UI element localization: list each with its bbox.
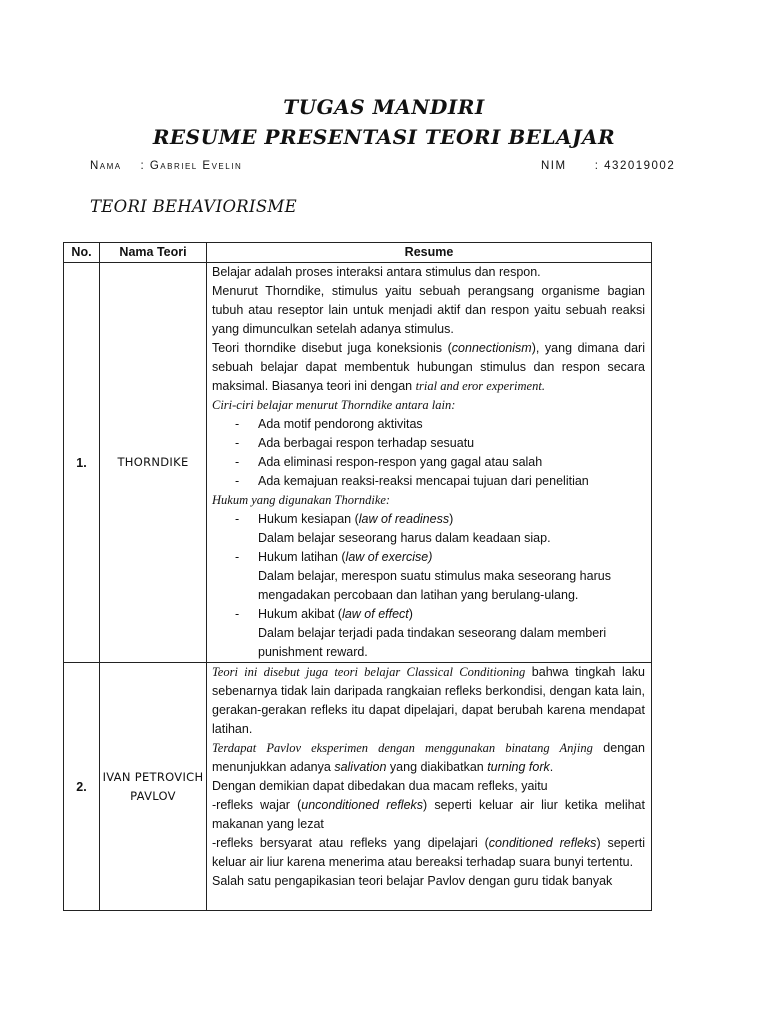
italic-term: law of effect: [342, 607, 409, 621]
list-item-text: [258, 605, 413, 624]
list-item-text: Ada eliminasi respon-respon yang gagal atau salah: [258, 455, 543, 469]
text-run: dengan menunjukkan adanya: [212, 741, 646, 774]
list-item-text: Ada motif pendorong aktivitas: [258, 417, 423, 431]
text-run: ) seperti keluar air liur karena menerima atau bereaksi terhadap suara bunyi tertentu.: [212, 836, 645, 869]
section-title: TEORI BEHAVIORISME: [90, 197, 297, 216]
row-number: 2.: [64, 663, 100, 911]
list-item: - Ada eliminasi respon-respon yang gagal atau salah: [212, 453, 645, 472]
nim-value: : 432019002: [594, 160, 676, 172]
handwritten-term: Terdapat Pavlov eksperimen dengan menggunakan binatang Anjing: [212, 741, 593, 755]
list-item: - Ada kemajuan reaksi-reaksi mencapai tujuan dari penelitian: [212, 472, 645, 491]
resume-cell: [207, 263, 652, 663]
header-nama-teori: Nama Teori: [100, 243, 207, 263]
text-run: ), yang dimana dari sebuah belajar dapat membentuk hubungan stimulus dan respon secara maksimal. Biasanya teori ini dengan: [212, 341, 645, 393]
name-value: : Gabriel Evelin: [140, 160, 243, 172]
list-item-description: Dalam belajar seseorang harus dalam keadaan siap.: [258, 531, 551, 545]
list-item-description: Dalam belajar, merespon suatu stimulus maka seseorang harus mengadakan percobaan dan latihan yang berulang-ulang.: [258, 569, 611, 602]
text-run: yang diakibatkan: [386, 760, 488, 774]
name-label: Nama: [90, 160, 122, 172]
theory-name: IVAN PETROVICH PAVLOV: [100, 663, 207, 911]
italic-term: conditioned refleks: [488, 836, 597, 850]
italic-term: unconditioned refleks: [301, 798, 424, 812]
list-item: - Hukum kesiapan (law of readiness): [212, 510, 645, 529]
list-item: - Ada motif pendorong aktivitas: [212, 415, 645, 434]
text-run: Hukum latihan (: [258, 550, 346, 564]
text-run: ): [408, 607, 413, 621]
theory-name: THORNDIKE: [100, 263, 207, 663]
list-item-text: [258, 548, 432, 567]
paragraph: Dengan demikian dapat dibedakan dua macam refleks, yaitu: [212, 779, 548, 793]
text-run: -refleks bersyarat atau refleks yang dipelajari (: [212, 836, 489, 850]
paragraph: [212, 339, 645, 396]
table-row: [64, 663, 652, 911]
resume-cell: [207, 663, 652, 911]
list-item: - Hukum latihan (law of exercise): [212, 548, 645, 567]
text-run: .: [549, 760, 554, 774]
list-item-text: Ada berbagai respon terhadap sesuatu: [258, 436, 475, 450]
document-title: TUGAS MANDIRI: [283, 95, 485, 119]
row-number: 1.: [64, 263, 100, 663]
list-item-description: Dalam belajar terjadi pada tindakan seseorang dalam memberi punishment reward.: [258, 626, 607, 659]
header-no: No.: [64, 243, 100, 263]
paragraph: [212, 739, 645, 777]
nim-label: NIM: [541, 160, 567, 172]
ciri-heading: Ciri-ciri belajar menurut Thorndike antara lain:: [212, 398, 456, 412]
header-resume: Resume: [207, 243, 652, 263]
list-item: - Hukum akibat (law of effect): [212, 605, 645, 624]
handwritten-term: Teori ini disebut juga teori belajar Classical Conditioning: [212, 665, 526, 679]
italic-term: turning fork: [487, 760, 550, 774]
hukum-heading: Hukum yang digunakan Thorndike:: [212, 493, 391, 507]
paragraph: Menurut Thorndike, stimulus yaitu sebuah perangsang organisme bagian tubuh atau reseptor lain untuk menjadi aktif dan respon yaitu sebuah reaksi yang dimunculkan setelah adanya stimulus.: [212, 284, 645, 336]
paragraph: Belajar adalah proses interaksi antara stimulus dan respon.: [212, 265, 541, 279]
list-item-text: [258, 510, 453, 529]
paragraph: [212, 834, 645, 872]
paragraph: [212, 796, 645, 834]
text-run: -refleks wajar (: [212, 798, 302, 812]
text-run: Hukum kesiapan (: [258, 512, 359, 526]
table-row: [64, 263, 652, 663]
student-name: [90, 160, 242, 172]
text-run: bahwa tingkah laku sebenarnya tidak lain daripada rangkaian refleks berkondisi, dengan kata lain, gerakan-gerakan refleks itu dapat dipelajari, dapat berubah karena mendapat latihan.: [212, 665, 645, 736]
list-item-text: Ada kemajuan reaksi-reaksi mencapai tujuan dari penelitian: [258, 474, 589, 488]
italic-term: law of readiness: [358, 512, 450, 526]
italic-term: salivation: [334, 760, 387, 774]
paragraph: [212, 663, 645, 739]
student-nim: [541, 160, 675, 172]
handwritten-term: trial and eror experiment.: [415, 379, 545, 393]
paragraph: Salah satu pengapikasian teori belajar Pavlov dengan guru tidak banyak: [212, 874, 613, 888]
table-header-row: [64, 243, 652, 263]
text-run: Teori thorndike disebut juga koneksionis (: [212, 341, 452, 355]
text-run: ) seperti keluar air liur ketika melihat makanan yang lezat: [212, 798, 645, 831]
resume-table: [63, 242, 652, 911]
text-run: Hukum akibat (: [258, 607, 343, 621]
document-subtitle: RESUME PRESENTASI TEORI BELAJAR: [152, 125, 616, 149]
text-run: ): [449, 512, 454, 526]
list-item: - Ada berbagai respon terhadap sesuatu: [212, 434, 645, 453]
italic-term: connectionism: [451, 341, 532, 355]
italic-term: law of exercise): [345, 550, 433, 564]
